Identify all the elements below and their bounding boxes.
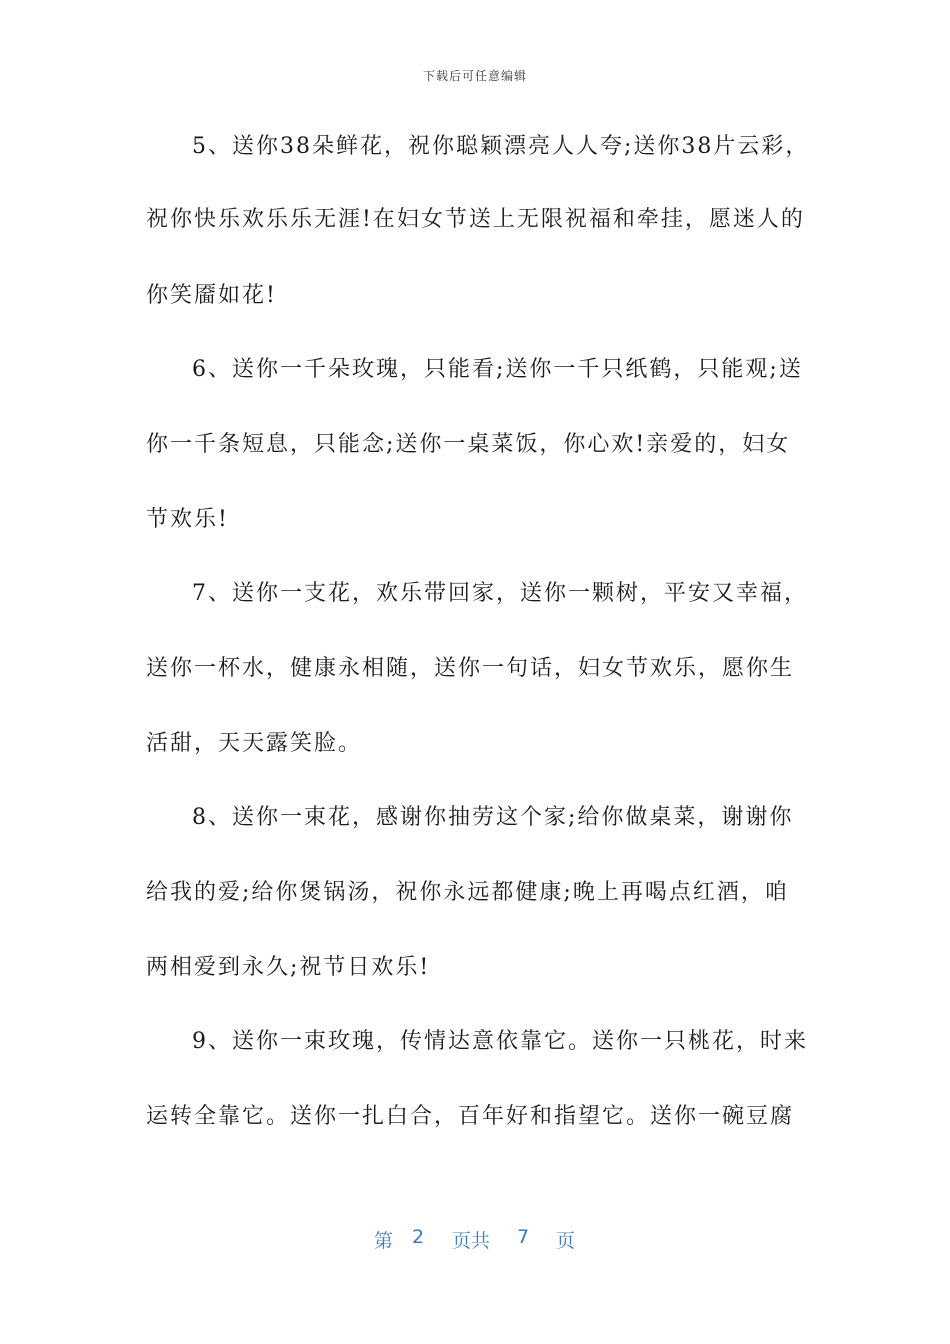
paragraph-5-line-2: 祝你快乐欢乐乐无涯!在妇女节送上无限祝福和牵挂，愿迷人的: [146, 207, 805, 232]
paragraph-6-line-2: 你一千条短息，只能念;送你一桌菜饭，你心欢!亲爱的，妇女: [146, 432, 791, 457]
paragraph-7-line-3: 活甜，天天露笑脸。: [146, 731, 363, 756]
paragraph-6-line-3: 节欢乐!: [146, 507, 229, 532]
paragraph-5-line-1: 5、送你38朵鲜花，祝你聪颖漂亮人人夸;送你38片云彩，: [192, 134, 810, 159]
paragraph-7-line-1: 7、送你一支花，欢乐带回家，送你一颗树，平安又幸福，: [192, 581, 808, 606]
paragraph-9-line-2: 运转全靠它。送你一扎白合，百年好和指望它。送你一碗豆腐: [146, 1104, 795, 1129]
paragraph-8-line-1: 8、送你一束花，感谢你抽劳这个家;给你做桌菜，谢谢你: [192, 805, 794, 830]
footer-current-page: 2: [412, 1226, 425, 1248]
header-note: 下载后可任意编辑: [422, 69, 527, 83]
paragraph-9-line-1: 9、送你一束玫瑰，传情达意依靠它。送你一只桃花，时来: [192, 1029, 808, 1054]
paragraph-5-line-3: 你笑靥如花!: [146, 283, 277, 308]
footer-di: 第: [374, 1230, 394, 1252]
paragraph-8-line-2: 给我的爱;给你煲锅汤，祝你永远都健康;晚上再喝点红酒，咱: [146, 880, 789, 905]
footer-ye: 页: [556, 1230, 576, 1252]
paragraph-6-line-1: 6、送你一千朵玫瑰，只能看;送你一千只纸鹤，只能观;送: [192, 357, 803, 382]
footer-total-pages: 7: [517, 1226, 530, 1248]
footer-ye-gong: 页共: [452, 1230, 491, 1252]
paragraph-8-line-3: 两相爱到永久;祝节日欢乐!: [146, 955, 431, 980]
paragraph-7-line-2: 送你一杯水，健康永相随，送你一句话，妇女节欢乐，愿你生: [146, 656, 795, 681]
page-footer: [0, 1226, 950, 1254]
